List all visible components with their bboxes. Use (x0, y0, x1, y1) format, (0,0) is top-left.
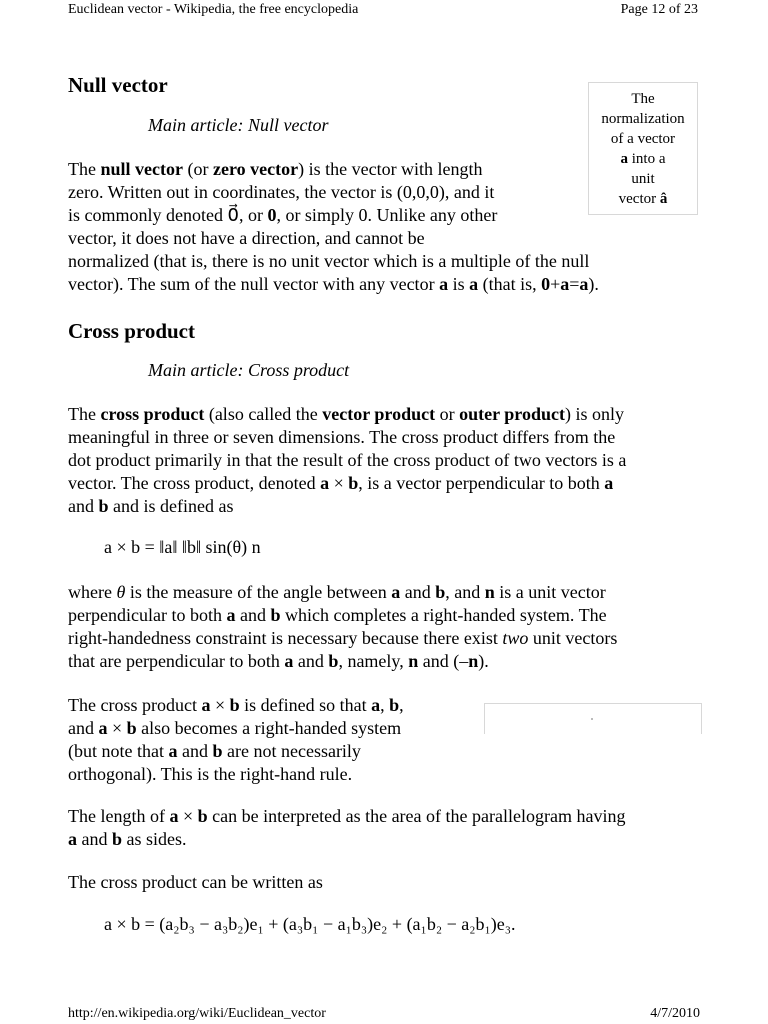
text: , and (445, 582, 485, 602)
term-bold: a (201, 695, 211, 715)
text: as sides. (122, 829, 187, 849)
text: and (68, 718, 99, 738)
text: ). (588, 274, 599, 294)
caption-line: The (631, 91, 655, 107)
section-heading-cross-product: Cross product (68, 319, 195, 343)
term-bold: a (604, 473, 614, 493)
text: right-handedness constraint is necessary because there exist (68, 628, 503, 648)
text: × (210, 695, 230, 715)
term-bold: a (560, 274, 570, 294)
text: The (68, 159, 101, 179)
text-line (68, 627, 708, 650)
term-bold: b (197, 806, 208, 826)
text: vector. The cross product, denoted (68, 473, 321, 493)
text: and (68, 496, 99, 516)
caption-line: unit (631, 171, 655, 187)
text: unit vectors (528, 628, 618, 648)
term-bold: outer product (459, 404, 565, 424)
zero-vector-symbol: 0⃗ (227, 205, 239, 225)
term-bold: 0 (541, 274, 551, 294)
text-line (68, 403, 708, 426)
figure-box-right-hand-rule (484, 703, 702, 734)
text: , or (238, 205, 268, 225)
text-line (68, 717, 468, 740)
text: , (399, 695, 404, 715)
text-line: meaningful in three or seven dimensions. The cross product differs from the (68, 427, 616, 447)
footer-date: 4/7/2010 (650, 1006, 700, 1021)
text: + (550, 274, 561, 294)
term-italic: two (502, 628, 529, 648)
text-line (68, 581, 708, 604)
term-bold: null vector (100, 159, 183, 179)
term-bold: 0 (267, 205, 277, 225)
text-line (68, 495, 708, 518)
text: and (293, 651, 329, 671)
text: (or (182, 159, 213, 179)
text: also becomes a right-handed system (136, 718, 402, 738)
caption-line: of a vector (610, 131, 676, 147)
text-line (68, 604, 708, 627)
text-line (68, 650, 708, 673)
term-bold: a (68, 829, 77, 849)
text: ) is the vector with length (298, 159, 483, 179)
equation-cross-product-magnitude: a × b = ‖a‖ ‖b‖ sin(θ) n (104, 537, 261, 557)
text-line: vector, it does not have a direction, and cannot be (68, 228, 425, 248)
text-line (68, 828, 708, 851)
text: can be interpreted as the area of the parallelogram having (207, 806, 626, 826)
term-bold: b (435, 582, 446, 602)
term-bold: b (229, 695, 240, 715)
caption-line: normalization (601, 111, 685, 127)
text: and is defined as (108, 496, 234, 516)
text: that are perpendicular to both (68, 651, 285, 671)
text-line: orthogonal). This is the right-hand rule. (68, 764, 353, 784)
caption-bold: â (659, 191, 668, 207)
term-bold: a (226, 605, 236, 625)
text: perpendicular to both (68, 605, 227, 625)
text: and (400, 582, 436, 602)
term-bold: a (439, 274, 449, 294)
main-article-link-null-vector[interactable]: Main article: Null vector (148, 115, 329, 135)
term-bold: a (579, 274, 589, 294)
text: The cross product (68, 695, 202, 715)
text-line: zero. Written out in coordinates, the vector is (0,0,0), and it (68, 182, 495, 202)
term-bold: a (320, 473, 330, 493)
text: (that is, (478, 274, 542, 294)
text-line (68, 273, 708, 296)
term-bold: a (469, 274, 479, 294)
text: (also called the (204, 404, 323, 424)
text: , is a vector perpendicular to both (358, 473, 605, 493)
text: The length of (68, 806, 170, 826)
paragraph-null-vector (68, 158, 708, 296)
text: ). (478, 651, 489, 671)
text: (but note that (68, 741, 169, 761)
header-title: Euclidean vector - Wikipedia, the free encyclopedia (68, 2, 359, 17)
text: is the measure of the angle between (125, 582, 392, 602)
main-article-link-cross-product[interactable]: Main article: Cross product (148, 360, 350, 380)
text: is commonly denoted (68, 205, 228, 225)
text-line (68, 204, 708, 227)
section-heading-null-vector: Null vector (68, 73, 168, 97)
term-bold: b (126, 718, 137, 738)
text: The (68, 404, 101, 424)
term-bold: zero vector (212, 159, 299, 179)
text-line (68, 694, 468, 717)
caption-text: into a (628, 151, 666, 167)
term-bold: b (212, 741, 223, 761)
paragraph-cross-product-written: The cross product can be written as (68, 872, 323, 892)
term-bold: b (98, 496, 109, 516)
text: ) is only (564, 404, 624, 424)
text: × (329, 473, 349, 493)
text: is a unit vector (494, 582, 606, 602)
text: and (77, 829, 112, 849)
term-bold: a (169, 806, 179, 826)
text-line (68, 158, 708, 181)
text-line (68, 740, 468, 763)
text-line: dot product primarily in that the result of the cross product of two vectors is a (68, 450, 627, 470)
text: which completes a right-handed system. The (280, 605, 607, 625)
paragraph-right-hand-rule (68, 694, 468, 786)
text: and (177, 741, 213, 761)
text: and (235, 605, 271, 625)
term-bold: b (348, 473, 359, 493)
text: , namely, (338, 651, 409, 671)
term-bold: n (408, 651, 419, 671)
term-bold: vector product (322, 404, 436, 424)
paragraph-cross-product-length (68, 805, 708, 851)
term-bold: b (112, 829, 123, 849)
term-bold: a (284, 651, 294, 671)
text: , or simply 0. Unlike any other (276, 205, 498, 225)
term-bold: b (328, 651, 339, 671)
term-italic: θ (116, 582, 126, 602)
term-bold: n (468, 651, 479, 671)
term-bold: a (168, 741, 178, 761)
term-bold: a (391, 582, 401, 602)
text: where (68, 582, 117, 602)
equation-cross-product-components: a × b = (a₂b₃ − a₃b₂)e₁ + (a₃b₁ − a₁b₃)e₂ + (a₁b₂ − a₂b₁)e₃. (104, 914, 516, 934)
caption-bold: a (620, 151, 628, 167)
term-bold: a (98, 718, 108, 738)
term-bold: n (484, 582, 495, 602)
footer-url: http://en.wikipedia.org/wiki/Euclidean_vector (68, 1006, 326, 1021)
paragraph-cross-product-where (68, 581, 708, 673)
text: , (380, 695, 390, 715)
text: and (– (418, 651, 469, 671)
text: is (448, 274, 470, 294)
text: vector). The sum of the null vector with any vector (68, 274, 440, 294)
text-line (68, 472, 708, 495)
page-number: Page 12 of 23 (620, 2, 698, 17)
text: × (178, 806, 198, 826)
text: = (569, 274, 580, 294)
caption-text: vector (618, 191, 660, 207)
text: is defined so that (239, 695, 372, 715)
paragraph-cross-product-intro (68, 403, 708, 518)
term-bold: a (371, 695, 381, 715)
text-line: normalized (that is, there is no unit vector which is a multiple of the null (68, 251, 590, 271)
term-bold: b (389, 695, 400, 715)
text: × (107, 718, 127, 738)
term-bold: b (270, 605, 281, 625)
text: or (435, 404, 460, 424)
text: are not necessarily (222, 741, 361, 761)
text-line (68, 805, 708, 828)
term-bold: cross product (100, 404, 205, 424)
figure-placeholder (591, 718, 593, 720)
